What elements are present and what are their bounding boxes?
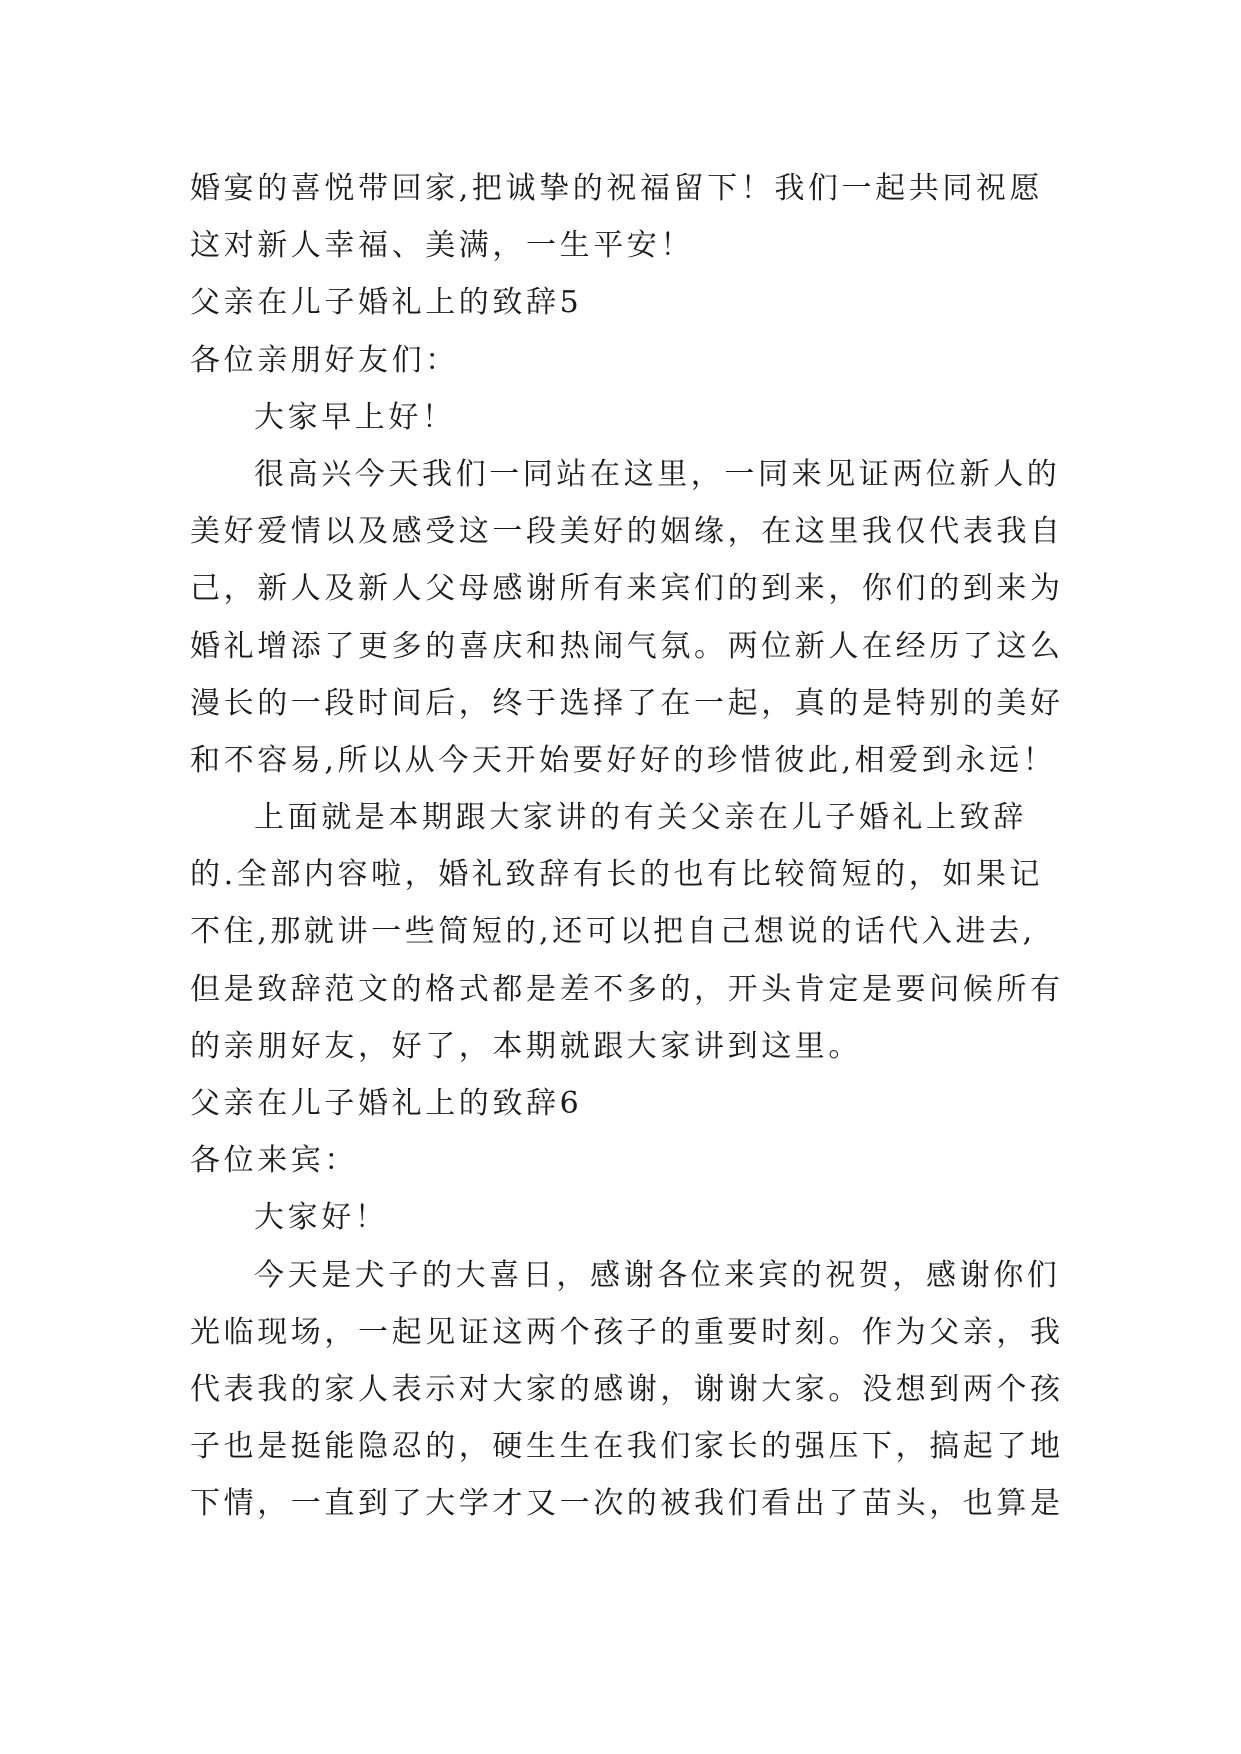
text-line: 不住,那就讲一些简短的,还可以把自己想说的话代入进去,	[190, 914, 1036, 950]
document-body	[190, 160, 1064, 1533]
text-line: 婚礼增添了更多的喜庆和热闹气氛。两位新人在经历了这么	[190, 628, 1064, 664]
text-line: 这对新人幸福、美满，一生平安！	[190, 228, 694, 264]
text-line: 的亲朋好友，好了，本期就跟大家讲到这里。	[190, 1028, 862, 1064]
text-line: 很高兴今天我们一同站在这里，一同来见证两位新人的	[254, 456, 1061, 492]
text-line: 美好爱情以及感受这一段美好的姻缘，在这里我仅代表我自	[190, 514, 1064, 550]
text-line: 的.全部内容啦，婚礼致辞有长的也有比较简短的，如果记	[190, 857, 1044, 893]
greeting: 大家好！	[254, 1200, 389, 1236]
salutation: 各位来宾：	[190, 1143, 358, 1179]
greeting: 大家早上好！	[254, 399, 456, 435]
text-line: 上面就是本期跟大家讲的有关父亲在儿子婚礼上致辞	[254, 800, 1027, 836]
text-line: 婚宴的喜悦带回家,把诚挚的祝福留下！我们一起共同祝愿	[190, 171, 1044, 206]
text-line: 漫长的一段时间后，终于选择了在一起，真的是特别的美好	[190, 685, 1064, 721]
section-heading: 父亲在儿子婚礼上的致辞5	[190, 285, 583, 321]
text-line: 和不容易,所以从今天开始要好好的珍惜彼此,相爱到永远！	[190, 742, 1057, 778]
text-line: 子也是挺能隐忍的，硬生生在我们家长的强压下，搞起了地	[190, 1429, 1064, 1465]
text-line: 光临现场，一起见证这两个孩子的重要时刻。作为父亲，我	[190, 1314, 1064, 1350]
text-line: 己，新人及新人父母感谢所有来宾们的到来，你们的到来为	[190, 571, 1064, 607]
section-heading: 父亲在儿子婚礼上的致辞6	[190, 1086, 583, 1121]
text-line: 下情，一直到了大学才又一次的被我们看出了苗头，也算是	[190, 1486, 1064, 1522]
text-line: 代表我的家人表示对大家的感谢，谢谢大家。没想到两个孩	[190, 1371, 1064, 1407]
salutation: 各位亲朋好友们：	[190, 342, 459, 378]
text-line: 今天是犬子的大喜日，感谢各位来宾的祝贺，感谢你们	[254, 1257, 1061, 1293]
text-line: 但是致辞范文的格式都是差不多的，开头肯定是要问候所有	[190, 971, 1064, 1007]
